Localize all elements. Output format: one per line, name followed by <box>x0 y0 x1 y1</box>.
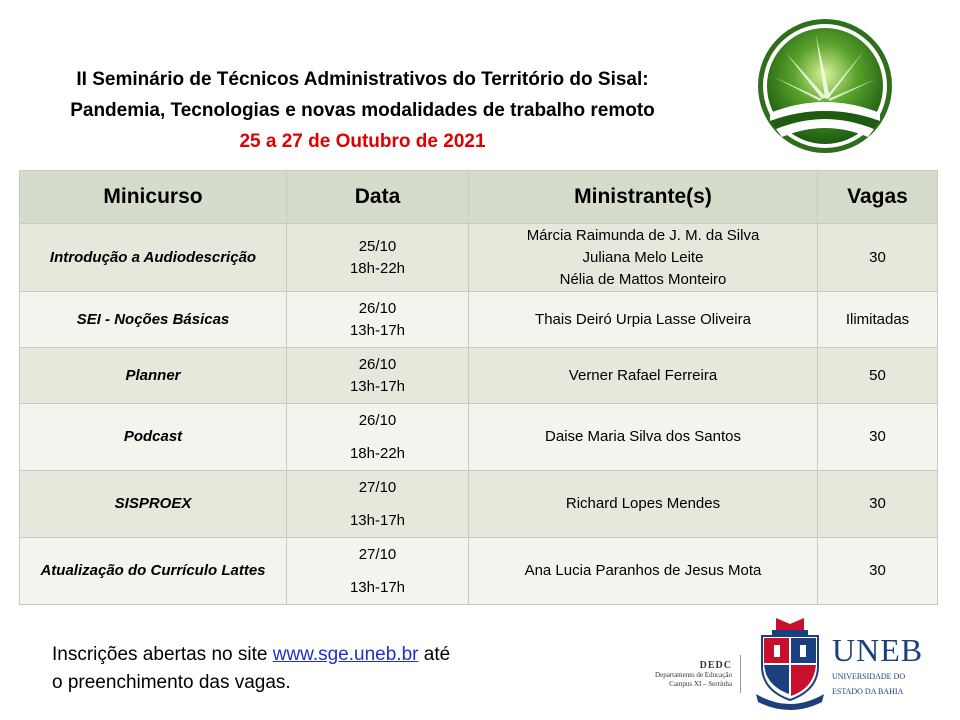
ministrantes-cell <box>469 471 818 538</box>
table-row <box>20 538 938 605</box>
vagas-cell: 30 <box>818 538 938 605</box>
data-cell <box>287 538 469 605</box>
ministrantes-cell <box>469 404 818 471</box>
table-row <box>20 224 938 292</box>
uneb-line-1: UNIVERSIDADE DO <box>832 672 906 681</box>
ministrantes-cell <box>469 538 818 605</box>
registration-note <box>52 641 450 697</box>
vagas-cell: 30 <box>818 404 938 471</box>
date-text: 26/10 <box>358 355 397 373</box>
vagas-cell: 30 <box>818 224 938 292</box>
vagas-cell: Ilimitadas <box>818 292 938 348</box>
curso-cell: Planner <box>20 348 287 404</box>
time-text: 13h-17h <box>349 579 406 596</box>
ministrante-name: Juliana Melo Leite <box>582 248 704 266</box>
ministrantes-cell <box>469 348 818 404</box>
date-text: 26/10 <box>358 299 397 317</box>
table-row <box>20 404 938 471</box>
event-date: 25 a 27 de Outubro de 2021 <box>239 131 486 152</box>
dedc-campus: Campus XI – Serrinha <box>669 680 732 688</box>
vagas-cell: 30 <box>818 471 938 538</box>
schedule-table <box>19 170 938 605</box>
footer-divider <box>740 655 741 693</box>
registration-prefix: Inscrições abertas no site <box>52 644 273 665</box>
uneb-name: UNEB <box>832 632 924 668</box>
ministrante-name: Daise Maria Silva dos Santos <box>545 428 741 445</box>
header-ministrantes: Ministrante(s) <box>469 171 818 224</box>
ministrantes-cell <box>469 224 818 292</box>
registration-line-1 <box>52 641 450 669</box>
dedc-title: DEDC <box>699 660 732 671</box>
ministrante-name: Nélia de Mattos Monteiro <box>559 270 727 288</box>
header-minicurso: Minicurso <box>20 171 287 224</box>
data-cell <box>287 224 469 292</box>
curso-cell: Atualização do Currículo Lattes <box>20 538 287 605</box>
title-line-1: II Seminário de Técnicos Administrativos do Território do Sisal: <box>76 69 649 90</box>
ministrante-name: Verner Rafael Ferreira <box>568 366 718 384</box>
curso-cell: SEI - Noções Básicas <box>20 292 287 348</box>
ministrantes-cell <box>469 292 818 348</box>
table-row <box>20 471 938 538</box>
data-cell <box>287 292 469 348</box>
sisal-plant-logo-icon <box>756 17 894 155</box>
registration-link[interactable]: www.sge.uneb.br <box>272 644 419 665</box>
date-text: 27/10 <box>358 479 397 496</box>
uneb-line-2: ESTADO DA BAHIA <box>832 687 904 696</box>
header-vagas: Vagas <box>818 171 938 224</box>
dedc-department: Departamento de Educação <box>655 671 732 679</box>
data-cell <box>287 348 469 404</box>
curso-cell: SISPROEX <box>20 471 287 538</box>
uneb-wordmark <box>832 633 932 697</box>
date-text: 27/10 <box>358 546 397 563</box>
time-text: 18h-22h <box>349 259 406 277</box>
ministrante-name: Márcia Raimunda de J. M. da Silva <box>526 226 760 244</box>
registration-line-2: o preenchimento das vagas. <box>52 672 291 693</box>
dedc-block <box>628 660 732 689</box>
registration-suffix: até <box>418 644 451 665</box>
date-text: 25/10 <box>358 237 397 255</box>
time-text: 13h-17h <box>349 377 406 395</box>
ministrante-name: Ana Lucia Paranhos de Jesus Mota <box>524 562 762 579</box>
curso-cell: Podcast <box>20 404 287 471</box>
title-line-2: Pandemia, Tecnologias e novas modalidades de trabalho remoto <box>70 100 655 121</box>
ministrante-name: Thais Deiró Urpia Lasse Oliveira <box>535 310 751 328</box>
data-cell <box>287 471 469 538</box>
curso-cell: Introdução a Audiodescrição <box>20 224 287 292</box>
vagas-cell: 50 <box>818 348 938 404</box>
table-header-row <box>20 171 938 224</box>
time-text: 13h-17h <box>349 512 406 529</box>
ministrante-name: Richard Lopes Mendes <box>565 495 721 512</box>
seminar-title <box>20 64 705 157</box>
date-text: 26/10 <box>358 412 397 429</box>
uneb-crest-icon <box>752 614 828 710</box>
table-row <box>20 292 938 348</box>
time-text: 18h-22h <box>349 445 406 462</box>
data-cell <box>287 404 469 471</box>
table-row <box>20 348 938 404</box>
header-data: Data <box>287 171 469 224</box>
time-text: 13h-17h <box>349 321 406 339</box>
